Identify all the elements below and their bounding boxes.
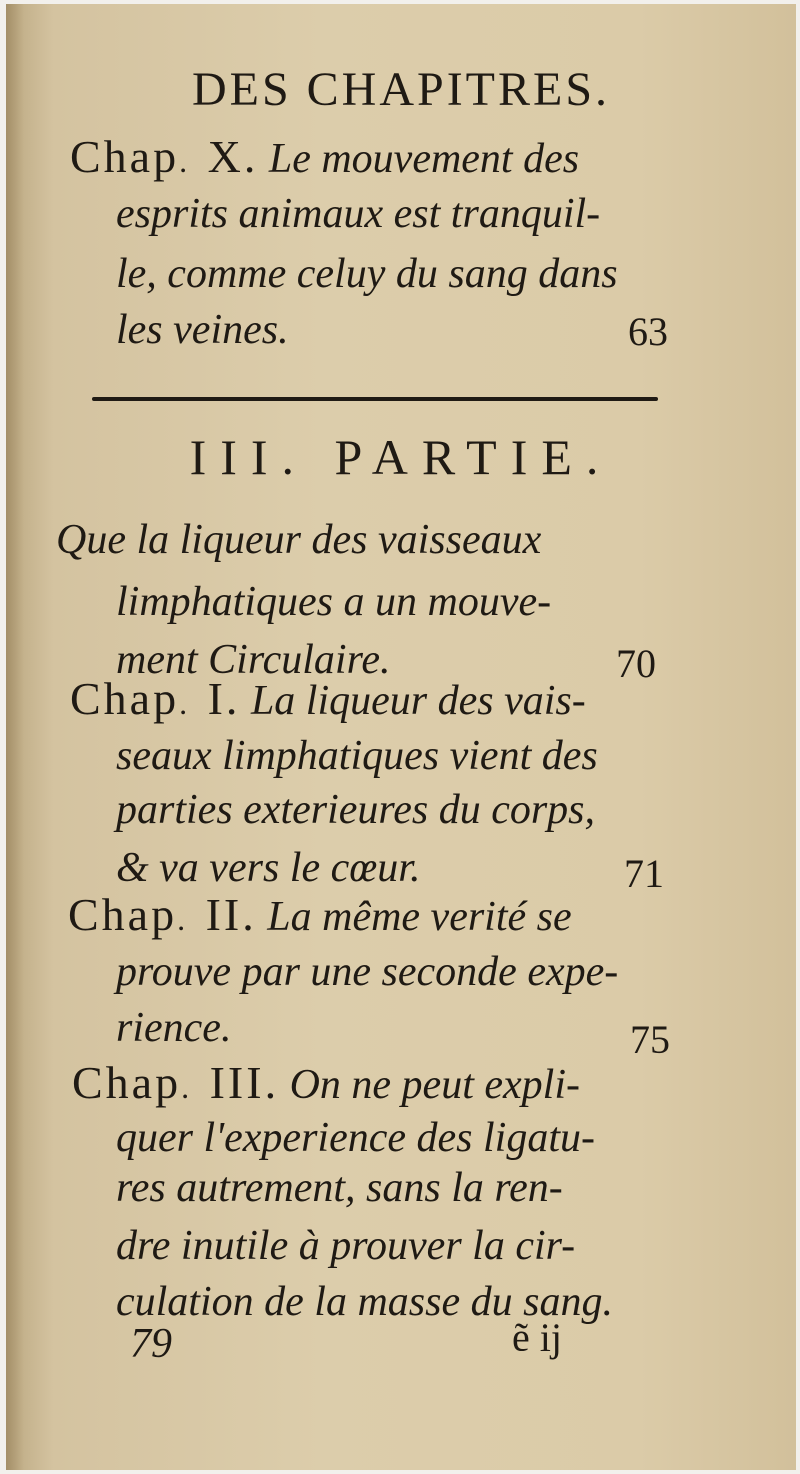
entry-first-line <box>72 1056 580 1109</box>
entry-title-line: Le mouvement des <box>268 136 580 182</box>
chapter-label: Chap. X. <box>70 131 259 182</box>
chap-word: Chap <box>70 131 180 182</box>
entry-title-line: & va vers le cœur. <box>116 845 421 891</box>
entry-title-line: esprits animaux est tranquil- <box>116 191 601 237</box>
summary-line: limphatiques a un mouve- <box>116 579 552 625</box>
entry-title-line: seaux limphatiques vient des <box>116 733 598 779</box>
entry-title-line: rience. <box>116 1005 232 1051</box>
entry-title-line: La liqueur des vais- <box>250 678 586 724</box>
entry-title-line: quer l'experience des ligatu- <box>116 1115 595 1161</box>
entry-title-line: dre inutile à prouver la cir- <box>116 1223 576 1269</box>
entry-title-line: La même verité se <box>267 894 572 940</box>
book-page <box>6 4 796 1470</box>
divider-rule <box>92 397 658 401</box>
chap-number: II. <box>205 889 257 940</box>
chapter-label: Chap. I. <box>70 673 241 724</box>
entry-title-line: On ne peut expli- <box>289 1062 580 1108</box>
page-number: 63 <box>628 309 668 354</box>
page-number: 75 <box>630 1017 670 1062</box>
part-heading: III. PARTIE. <box>189 429 613 485</box>
chapter-label: Chap. II. <box>68 889 257 940</box>
entry-first-line <box>68 888 572 941</box>
page-number: 70 <box>616 641 656 686</box>
entry-first-line <box>70 130 579 183</box>
entry-title-line: les veines. <box>116 307 289 353</box>
entry-title-line: parties exterieures du corps, <box>116 787 596 833</box>
chap-word: Chap <box>68 889 178 940</box>
page-number: 71 <box>624 851 664 896</box>
chapter-label: Chap. III. <box>72 1057 280 1108</box>
entry-title-line: prouve par une seconde expe- <box>116 949 619 995</box>
page-number: 79 <box>130 1321 172 1367</box>
summary-line: Que la liqueur des vaisseaux <box>56 517 542 563</box>
entry-title-line: culation de la masse du sang. <box>116 1279 613 1325</box>
chap-word: Chap <box>70 673 180 724</box>
entry-title-line: res autrement, sans la ren- <box>116 1165 563 1211</box>
chap-number: X. <box>207 131 259 182</box>
chap-number: III. <box>209 1057 280 1108</box>
running-header: DES CHAPITRES. <box>191 63 611 116</box>
entry-title-line: le, comme celuy du sang dans <box>116 251 618 297</box>
chap-word: Chap <box>72 1057 182 1108</box>
entry-first-line <box>70 672 586 725</box>
signature-mark: ẽ ij <box>512 1315 562 1360</box>
chap-number: I. <box>207 673 241 724</box>
summary-line: ment Circulaire. <box>116 637 391 683</box>
